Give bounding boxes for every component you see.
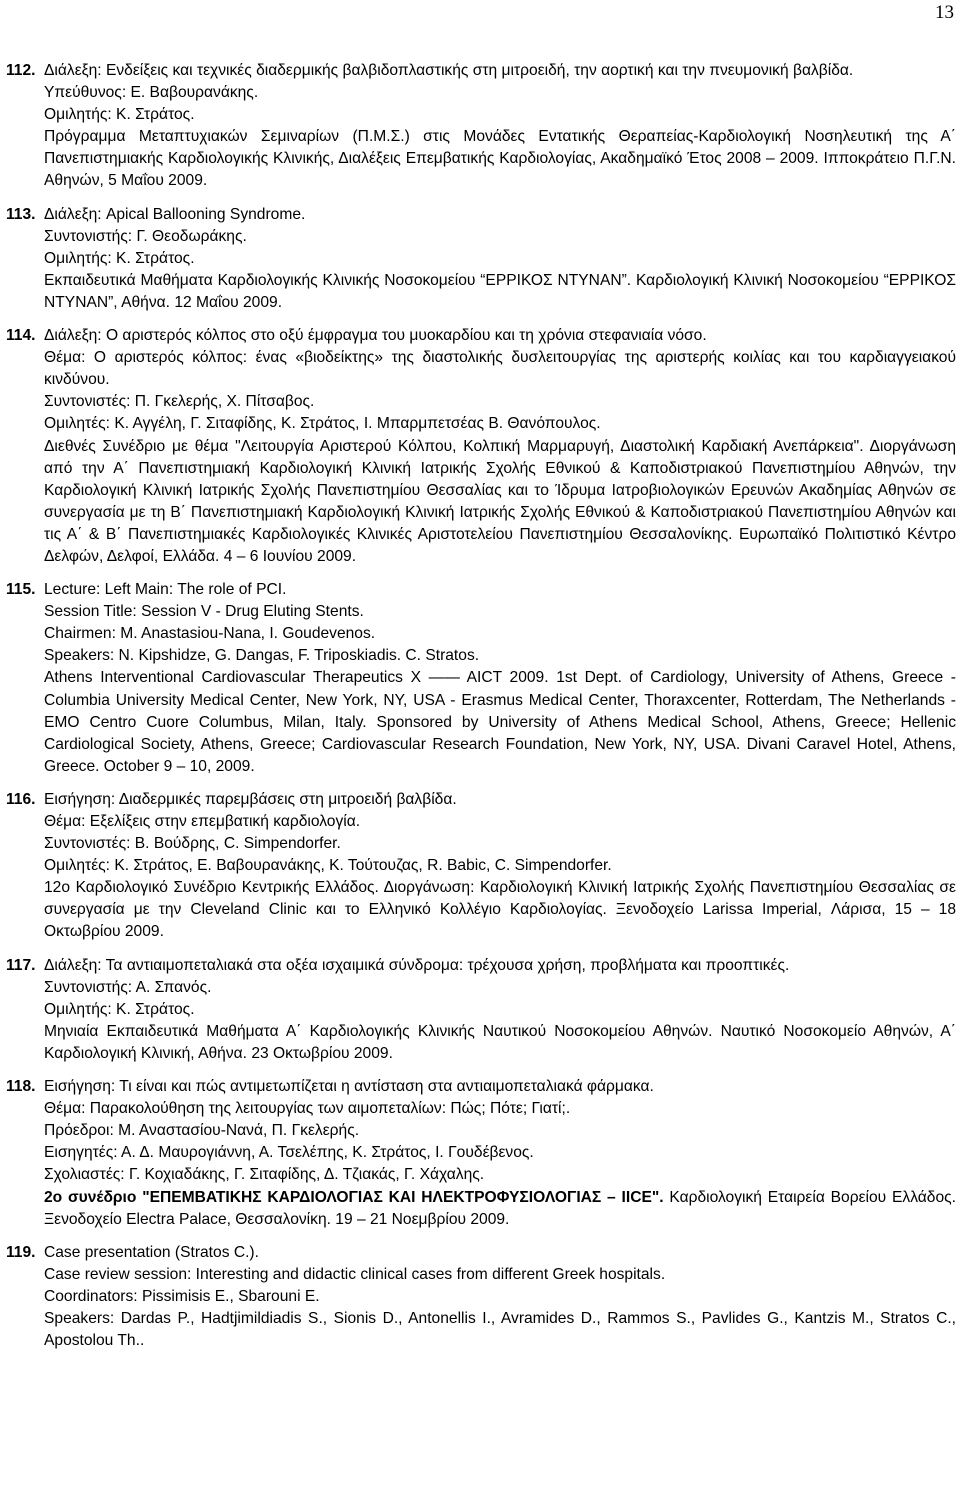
item-line: Case presentation (Stratos C.). xyxy=(44,1243,259,1261)
item-line: Διάλεξη: Apical Ballooning Syndrome. xyxy=(44,205,306,223)
list-item xyxy=(0,1076,956,1231)
conference-details: Καρδιολογική Εταιρεία Βορείου Ελλάδος. Ξενοδοχείο Electra Palace, Θεσσαλονίκη. 19 – 21 Νοεμβρίου 2009. xyxy=(44,1188,956,1228)
item-line: Speakers: Dardas P., Hadtjimildiadis S., Sionis D., Antonellis I., Avramides D., Rammos S., Pavlides G., Kantzis M., Stratos C., Apostolou Th.. xyxy=(44,1309,956,1350)
publication-list xyxy=(0,60,956,1363)
item-line: Διάλεξη: Ο αριστερός κόλπος στο οξύ έμφραγμα του μυοκαρδίου και τη χρόνια στεφανιαία νόσο. xyxy=(44,327,707,345)
item-line: Ομιλητές: Κ. Στράτος, Ε. Βαβουρανάκης, Κ. Τούτουζας, R. Babic, C. Simpendorfer. xyxy=(44,857,612,875)
item-line: Ομιλητής: Κ. Στράτος. xyxy=(44,106,195,124)
item-line: Υπεύθυνος: Ε. Βαβουρανάκης. xyxy=(44,84,259,102)
item-line: Εισήγηση: Τι είναι και πώς αντιμετωπίζεται η αντίσταση στα αντιαιμοπεταλιακά φάρμακα. xyxy=(44,1078,654,1096)
item-line: Συντονιστής: Γ. Θεοδωράκης. xyxy=(44,227,247,245)
list-item xyxy=(0,204,956,314)
item-number: 119. xyxy=(6,1243,36,1261)
item-number: 113. xyxy=(6,205,36,223)
list-item xyxy=(0,325,956,568)
item-line: Ομιλητές: Κ. Αγγέλη, Γ. Σιταφίδης, Κ. Στράτος, Ι. Μπαρμπετσέας Β. Θανόπουλος. xyxy=(44,415,601,433)
item-line: Εισήγηση: Διαδερμικές παρεμβάσεις στη μιτροειδή βαλβίδα. xyxy=(44,790,457,808)
item-line: Coordinators: Pissimisis E., Sbarouni E. xyxy=(44,1287,320,1305)
item-line: Συντονιστής: Α. Σπανός. xyxy=(44,978,212,996)
conference-title: 2ο συνέδριο "ΕΠΕΜΒΑΤΙΚΗΣ ΚΑΡΔΙΟΛΟΓΙΑΣ ΚΑΙ ΗΛΕΚΤΡΟΦΥΣΙΟΛΟΓΙΑΣ – IICE". xyxy=(44,1188,664,1206)
item-line: Case review session: Interesting and didactic clinical cases from different Greek hospitals. xyxy=(44,1265,666,1283)
list-item xyxy=(0,789,956,944)
item-line: Συντονιστές: Π. Γκελερής, Χ. Πίτσαβος. xyxy=(44,393,315,411)
item-line xyxy=(44,1187,956,1231)
item-line: Συντονιστές: Β. Βούδρης, C. Simpendorfer. xyxy=(44,835,341,853)
item-number: 114. xyxy=(6,327,36,345)
item-line: Μηνιαία Εκπαιδευτικά Μαθήματα Α΄ Καρδιολογικής Κλινικής Ναυτικού Νοσοκομείου Αθηνών. Ναυτικό Νοσοκομείο Αθηνών, Α΄ Καρδιολογική Κλινική, Αθήνα. 23 Οκτωβρίου 2009. xyxy=(44,1022,956,1062)
item-number: 112. xyxy=(6,62,36,79)
list-item xyxy=(0,579,956,778)
item-line: Chairmen: M. Anastasiou-Nana, I. Goudevenos. xyxy=(44,625,376,643)
item-line: Θέμα: Παρακολούθηση της λειτουργίας των αιμοπεταλίων: Πώς; Πότε; Γιατί;. xyxy=(44,1100,571,1118)
item-line: Εισηγητές: Α. Δ. Μαυρογιάννη, Α. Τσελέπης, Κ. Στράτος, Ι. Γουδέβενος. xyxy=(44,1144,534,1162)
list-item xyxy=(0,955,956,1065)
item-line: Athens Interventional Cardiovascular Therapeutics X —— AICT 2009. 1st Dept. of Cardiology, University of Athens, Greece - Columbia University Medical Center, New York, NY, USA - Erasmus Medical Center, Thoraxcenter, Rotterdam, The Netherlands - EMO Centro Cuore Columbus, Milan, Italy. Sponsored by University of Athens Medical School, Athens, Greece; Hellenic Cardiological Society, Athens, Greece; Cardiovascular Research Foundation, New York, NY, USA. Divani Caravel Hotel, Athens, Greece. October 9 – 10, 2009. xyxy=(44,669,956,775)
item-line: Πρόεδροι: Μ. Αναστασίου-Νανά, Π. Γκελερής. xyxy=(44,1122,360,1140)
item-line: Speakers: N. Kipshidze, G. Dangas, F. Triposkiadis. C. Stratos. xyxy=(44,647,480,665)
item-number: 116. xyxy=(6,790,36,808)
item-line: Σχολιαστές: Γ. Κοχιαδάκης, Γ. Σιταφίδης, Δ. Τζιακάς, Γ. Χάχαλης. xyxy=(44,1166,485,1184)
list-item xyxy=(0,60,956,193)
item-line: Διεθνές Συνέδριο με θέμα "Λειτουργία Αριστερού Κόλπου, Κολπική Μαρμαρυγή, Διαστολική Καρδιακή Ανεπάρκεια". Διοργάνωση από την Α΄ Πανεπιστημιακή Καρδιολογική Κλινική Ιατρικής Σχολής Εθνικού & Καποδιστριακού Πανεπιστημίου Αθηνών, την Καρδιολογική Κλινική Ιατρικής Σχολής Πανεπιστημίου Θεσσαλίας και το Ίδρυμα Ιατροβιολογικών Ερευνών Ακαδημίας Αθηνών σε συνεργασία με τη Β΄ Πανεπιστημιακή Καρδιολογική Κλινική Ιατρικής Σχολής Εθνικού & Καποδιστριακού Πανεπιστημίου Αθηνών και τις Α΄ & Β΄ Πανεπιστημιακές Καρδιολογικές Κλινικές Αριστοτελείου Πανεπιστημίου Θεσσαλονίκης. Ευρωπαϊκό Πολιτιστικό Κέντρο Δελφών, Δελφοί, Ελλάδα. 4 – 6 Ιουνίου 2009. xyxy=(44,437,956,565)
list-item xyxy=(0,1242,956,1352)
item-line: Εκπαιδευτικά Μαθήματα Καρδιολογικής Κλινικής Νοσοκομείου “ΕΡΡΙΚΟΣ ΝΤΥΝΑΝ”. Καρδιολογική Κλινική Νοσοκομείου “ΕΡΡΙΚΟΣ ΝΤΥΝΑΝ”, Αθήνα. 12 Μαΐου 2009. xyxy=(44,271,956,311)
item-line: Πρόγραμμα Μεταπτυχιακών Σεμιναρίων (Π.Μ.Σ.) στις Μονάδες Εντατικής Θεραπείας-Καρδιολογική Νοσηλευτική της Α΄ Πανεπιστημιακής Καρδιολογικής Κλινικής, Διαλέξεις Επεμβατικής Καρδιολογίας, Ακαδημαϊκό Έτος 2008 – 2009. Ιπποκράτειο Π.Γ.Ν. Αθηνών, 5 Μαΐου 2009. xyxy=(44,128,956,190)
item-number: 118. xyxy=(6,1078,36,1096)
item-line: Διάλεξη: Τα αντιαιμοπεταλιακά στα οξέα ισχαιμικά σύνδρομα: τρέχουσα χρήση, προβλήματα και προοπτικές. xyxy=(44,956,790,974)
item-line: Ομιλητής: Κ. Στράτος. xyxy=(44,1000,195,1018)
item-number: 115. xyxy=(6,581,36,599)
page-number: 13 xyxy=(935,2,954,23)
item-number: 117. xyxy=(6,956,36,974)
item-line: 12ο Καρδιολογικό Συνέδριο Κεντρικής Ελλάδος. Διοργάνωση: Καρδιολογική Κλινική Ιατρικής Σχολής Πανεπιστημίου Θεσσαλίας σε συνεργασία με την Cleveland Clinic και το Ελληνικό Κολλέγιο Καρδιολογίας. Ξενοδοχείο Larissa Imperial, Λάρισα, 15 – 18 Οκτωβρίου 2009. xyxy=(44,879,956,941)
item-line: Session Title: Session V - Drug Eluting Stents. xyxy=(44,603,364,621)
item-line: Ομιλητής: Κ. Στράτος. xyxy=(44,249,195,267)
item-line: Θέμα: Ο αριστερός κόλπος: ένας «βιοδείκτης» της διαστολικής δυσλειτουργίας της αριστερής κοιλίας και του καρδιαγγειακού κινδύνου. xyxy=(44,349,956,389)
item-line: Θέμα: Εξελίξεις στην επεμβατική καρδιολογία. xyxy=(44,813,361,830)
item-line: Lecture: Left Main: The role of PCI. xyxy=(44,581,287,599)
item-line: Διάλεξη: Ενδείξεις και τεχνικές διαδερμικής βαλβιδοπλαστικής στη μιτροειδή, την αορτική και την πνευμονική βαλβίδα. xyxy=(44,62,854,79)
